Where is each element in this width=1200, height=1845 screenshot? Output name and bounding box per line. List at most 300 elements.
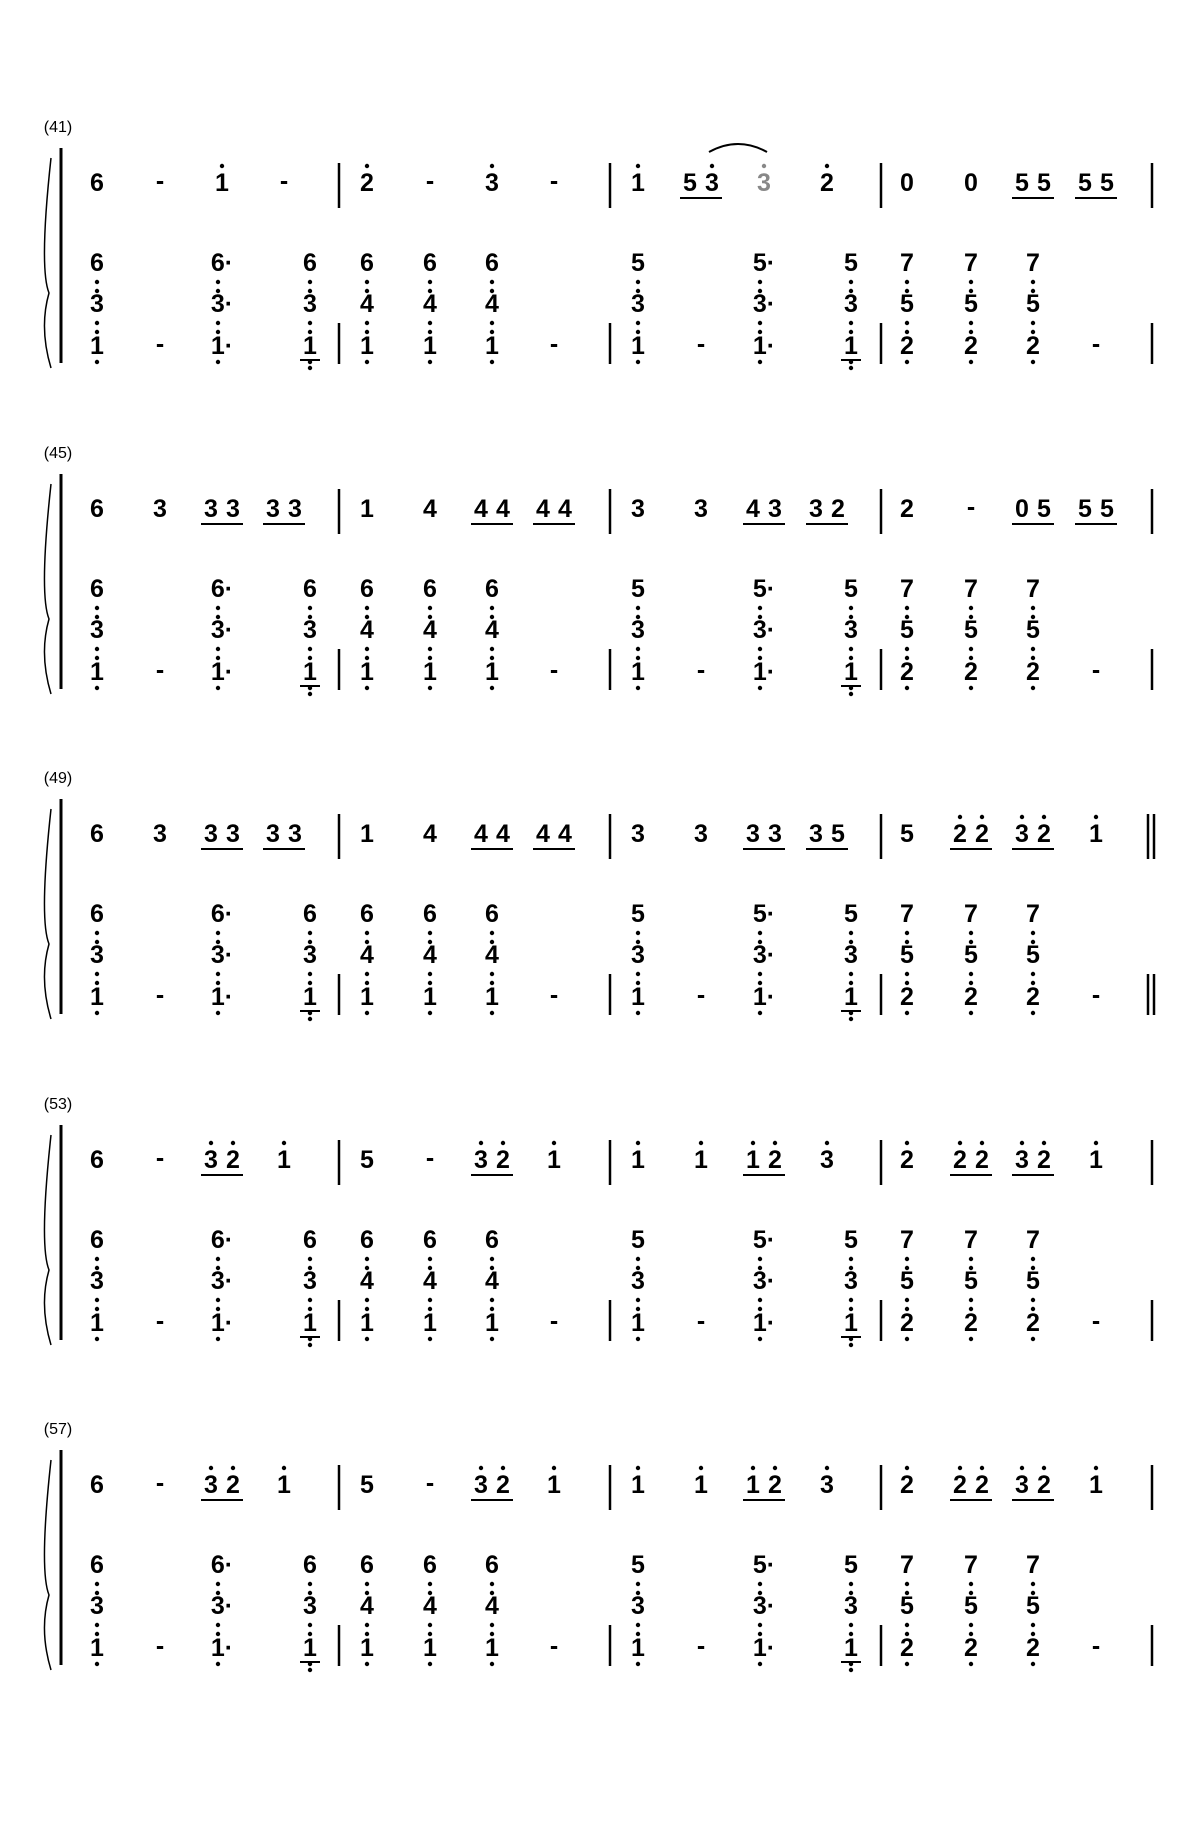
chord-stack-dot xyxy=(1031,931,1035,935)
octave-dot-low xyxy=(849,692,853,696)
octave-dot-high xyxy=(1042,1141,1046,1145)
bass-chord-note: 4 xyxy=(360,616,374,644)
bass-low-note: 1 xyxy=(303,983,317,1011)
octave-dot-low xyxy=(428,686,432,690)
chord-stack-dot xyxy=(308,1257,312,1261)
chord-stack-dot xyxy=(636,1298,640,1302)
octave-dot-high xyxy=(710,164,714,168)
chord-stack-dot xyxy=(428,606,432,610)
eighth-note: 3 xyxy=(204,495,218,523)
eighth-note: 5 xyxy=(1015,169,1029,197)
eighth-note: 3 xyxy=(768,495,782,523)
bass-chord-note: 4 xyxy=(423,616,437,644)
bass-chord-note: 5 xyxy=(631,900,645,928)
chord-stack-dot xyxy=(758,280,762,284)
octave-dot-high xyxy=(1020,1141,1024,1145)
dash-sustain: - xyxy=(155,1144,165,1172)
octave-dot-low xyxy=(969,1011,973,1015)
octave-dot-high xyxy=(490,164,494,168)
bass-chord-note: 6 xyxy=(423,900,437,928)
bass-chord-note: 6· xyxy=(210,575,234,603)
bass-chord-note: 6 xyxy=(423,249,437,277)
bass-chord-note: 5· xyxy=(752,900,776,928)
octave-dot-high xyxy=(958,1141,962,1145)
bass-low-note: 2 xyxy=(900,1634,914,1662)
octave-dot-high xyxy=(751,1141,755,1145)
octave-dot-low xyxy=(428,360,432,364)
bass-chord-note: 4 xyxy=(423,1592,437,1620)
chord-stack-dot xyxy=(95,647,99,651)
chord-stack-dot xyxy=(95,1257,99,1261)
bass-chord-note: 3 xyxy=(90,290,104,318)
bass-chord-note: 5 xyxy=(1026,1592,1040,1620)
system-brace xyxy=(44,1460,51,1670)
melody-note: 6 xyxy=(90,169,104,197)
octave-dot-low xyxy=(636,1011,640,1015)
bass-low-note: 1 xyxy=(423,332,437,360)
chord-stack-dot xyxy=(1031,1298,1035,1302)
chord-stack-dot xyxy=(636,972,640,976)
bass-chord-note: 4 xyxy=(360,1592,374,1620)
chord-stack-dot xyxy=(905,931,909,935)
bass-low-note: 1 xyxy=(485,983,499,1011)
chord-stack-dot xyxy=(758,1582,762,1586)
octave-dot-high xyxy=(501,1466,505,1470)
octave-dot-low xyxy=(428,1011,432,1015)
eighth-note: 1 xyxy=(746,1471,760,1499)
bass-chord-note: 5 xyxy=(631,1551,645,1579)
eighth-note: 2 xyxy=(953,1146,967,1174)
dash-sustain: - xyxy=(155,167,165,195)
system-brace xyxy=(44,1135,51,1345)
bass-chord-note: 3 xyxy=(631,1592,645,1620)
bass-chord-note: 5 xyxy=(631,1226,645,1254)
bass-chord-note: 6 xyxy=(423,1226,437,1254)
chord-stack-dot xyxy=(969,321,973,325)
melody-note: 1 xyxy=(631,1471,645,1499)
measure-number: (53) xyxy=(43,1096,73,1113)
chord-stack-dot xyxy=(969,647,973,651)
chord-stack-dot xyxy=(1031,280,1035,284)
measure-number: (45) xyxy=(43,445,73,462)
bass-chord-note: 5 xyxy=(631,575,645,603)
bass-chord-note: 7 xyxy=(1026,249,1040,277)
chord-stack-dot xyxy=(1031,647,1035,651)
octave-dot-high xyxy=(1042,815,1046,819)
dash-sustain: - xyxy=(1091,981,1101,1009)
bass-chord-note: 6 xyxy=(485,575,499,603)
bass-low-note: 1 xyxy=(631,658,645,686)
eighth-note: 2 xyxy=(831,495,845,523)
dash-sustain: - xyxy=(549,656,559,684)
bass-chord-note: 7 xyxy=(964,1551,978,1579)
melody-note: 5 xyxy=(360,1471,374,1499)
dash-sustain: - xyxy=(425,1144,435,1172)
bass-chord-note: 5· xyxy=(752,575,776,603)
chord-stack-dot xyxy=(308,280,312,284)
octave-dot-high xyxy=(636,164,640,168)
bass-low-note: 1 xyxy=(360,1309,374,1337)
eighth-note: 5 xyxy=(1037,169,1051,197)
bass-chord-note: 5· xyxy=(752,1226,776,1254)
chord-stack-dot xyxy=(636,647,640,651)
chord-stack-dot xyxy=(490,931,494,935)
dash-sustain: - xyxy=(1091,1307,1101,1335)
chord-stack-dot xyxy=(428,1257,432,1261)
bass-low-note: 1· xyxy=(752,1309,776,1337)
bass-chord-note: 5 xyxy=(964,616,978,644)
chord-stack-dot xyxy=(849,321,853,325)
bass-chord-note: 3· xyxy=(210,1592,234,1620)
bass-low-note: 1 xyxy=(631,1309,645,1337)
eighth-note: 3 xyxy=(266,495,280,523)
chord-stack-dot xyxy=(308,1298,312,1302)
bass-chord-note: 6 xyxy=(303,575,317,603)
octave-dot-high xyxy=(980,1141,984,1145)
chord-stack-dot xyxy=(636,321,640,325)
melody-note: 3 xyxy=(694,495,708,523)
eighth-note: 3 xyxy=(1015,1146,1029,1174)
eighth-note: 5 xyxy=(1100,495,1114,523)
bass-chord-note: 3 xyxy=(844,1267,858,1295)
chord-stack-dot xyxy=(308,972,312,976)
bass-low-note: 2 xyxy=(964,332,978,360)
bass-chord-note: 4 xyxy=(485,290,499,318)
bass-chord-note: 4 xyxy=(423,290,437,318)
bass-chord-note: 5 xyxy=(900,290,914,318)
dash-sustain: - xyxy=(549,167,559,195)
bass-chord-note: 6· xyxy=(210,249,234,277)
bass-chord-note: 3 xyxy=(90,616,104,644)
chord-stack-dot xyxy=(365,321,369,325)
octave-dot-low xyxy=(905,1662,909,1666)
bass-chord-note: 7 xyxy=(1026,575,1040,603)
bass-low-note: 2 xyxy=(964,1634,978,1662)
melody-note: 3 xyxy=(757,169,771,197)
chord-stack-dot xyxy=(95,1582,99,1586)
bass-chord-note: 3· xyxy=(752,290,776,318)
bass-chord-note: 3· xyxy=(210,1267,234,1295)
chord-stack-dot xyxy=(216,1582,220,1586)
chord-stack-dot xyxy=(308,1582,312,1586)
bass-chord-note: 7 xyxy=(964,900,978,928)
eighth-note: 4 xyxy=(558,820,572,848)
bass-chord-note: 3 xyxy=(631,290,645,318)
octave-dot-high xyxy=(209,1466,213,1470)
bass-low-note: 1 xyxy=(90,983,104,1011)
melody-note: 1 xyxy=(694,1471,708,1499)
octave-dot-low xyxy=(636,1662,640,1666)
bass-chord-note: 6 xyxy=(423,1551,437,1579)
bass-low-note: 1 xyxy=(844,332,858,360)
dash-sustain: - xyxy=(549,1307,559,1335)
eighth-note: 3 xyxy=(1015,1471,1029,1499)
eighth-note: 2 xyxy=(768,1471,782,1499)
bass-low-note: 2 xyxy=(1026,983,1040,1011)
chord-stack-dot xyxy=(308,1623,312,1627)
chord-stack-dot xyxy=(758,1623,762,1627)
octave-dot-low xyxy=(365,1011,369,1015)
bass-low-note: 2 xyxy=(1026,1634,1040,1662)
bass-chord-note: 5· xyxy=(752,249,776,277)
system-brace xyxy=(44,484,51,694)
bass-low-note: 1 xyxy=(360,1634,374,1662)
bass-chord-note: 3 xyxy=(844,941,858,969)
bass-chord-note: 6 xyxy=(485,1226,499,1254)
bass-chord-note: 6 xyxy=(485,1551,499,1579)
chord-stack-dot xyxy=(849,280,853,284)
chord-stack-dot xyxy=(905,647,909,651)
bass-chord-note: 7 xyxy=(1026,900,1040,928)
chord-stack-dot xyxy=(758,321,762,325)
chord-stack-dot xyxy=(95,972,99,976)
octave-dot-low xyxy=(95,1011,99,1015)
bass-chord-note: 3 xyxy=(90,1592,104,1620)
bass-chord-note: 6 xyxy=(360,900,374,928)
octave-dot-low xyxy=(1031,686,1035,690)
chord-stack-dot xyxy=(758,972,762,976)
melody-note: 0 xyxy=(900,169,914,197)
eighth-note: 3 xyxy=(288,820,302,848)
chord-stack-dot xyxy=(365,280,369,284)
octave-dot-low xyxy=(490,1662,494,1666)
octave-dot-high xyxy=(1094,1466,1098,1470)
melody-note: 3 xyxy=(820,1471,834,1499)
eighth-note: 2 xyxy=(1037,820,1051,848)
chord-stack-dot xyxy=(365,647,369,651)
system-brace xyxy=(44,809,51,1019)
bass-low-note: 1· xyxy=(210,332,234,360)
chord-stack-dot xyxy=(428,321,432,325)
octave-dot-low xyxy=(216,686,220,690)
bass-low-note: 2 xyxy=(964,983,978,1011)
chord-stack-dot xyxy=(95,931,99,935)
chord-stack-dot xyxy=(1031,321,1035,325)
chord-stack-dot xyxy=(490,647,494,651)
eighth-note: 5 xyxy=(831,820,845,848)
bass-low-note: 1· xyxy=(752,658,776,686)
bass-chord-note: 5 xyxy=(844,575,858,603)
chord-stack-dot xyxy=(636,280,640,284)
chord-stack-dot xyxy=(95,1623,99,1627)
chord-stack-dot xyxy=(849,1257,853,1261)
bass-chord-note: 3 xyxy=(90,1267,104,1295)
octave-dot-low xyxy=(216,1337,220,1341)
eighth-note: 3 xyxy=(288,495,302,523)
bass-chord-note: 4 xyxy=(423,941,437,969)
bass-chord-note: 3· xyxy=(752,616,776,644)
octave-dot-low xyxy=(758,1337,762,1341)
chord-stack-dot xyxy=(849,647,853,651)
octave-dot-high xyxy=(980,1466,984,1470)
dash-sustain: - xyxy=(696,330,706,358)
octave-dot-high xyxy=(980,815,984,819)
octave-dot-low xyxy=(428,1337,432,1341)
chord-stack-dot xyxy=(969,972,973,976)
melody-note: 1 xyxy=(694,1146,708,1174)
bass-chord-note: 3 xyxy=(844,290,858,318)
bass-chord-note: 6 xyxy=(303,249,317,277)
chord-stack-dot xyxy=(636,931,640,935)
bass-chord-note: 6 xyxy=(485,900,499,928)
octave-dot-high xyxy=(958,815,962,819)
dash-sustain: - xyxy=(549,1632,559,1660)
octave-dot-low xyxy=(758,360,762,364)
bass-chord-note: 5 xyxy=(844,249,858,277)
melody-note: 3 xyxy=(694,820,708,848)
chord-stack-dot xyxy=(490,606,494,610)
chord-stack-dot xyxy=(365,1582,369,1586)
chord-stack-dot xyxy=(758,606,762,610)
bass-chord-note: 6 xyxy=(90,1551,104,1579)
eighth-note: 2 xyxy=(226,1146,240,1174)
bass-chord-note: 3· xyxy=(752,941,776,969)
octave-dot-high xyxy=(552,1466,556,1470)
melody-note: 6 xyxy=(90,1471,104,1499)
eighth-note: 4 xyxy=(496,495,510,523)
octave-dot-high xyxy=(282,1466,286,1470)
eighth-note: 3 xyxy=(1015,820,1029,848)
octave-dot-low xyxy=(490,686,494,690)
chord-stack-dot xyxy=(365,606,369,610)
bass-low-note: 2 xyxy=(1026,658,1040,686)
melody-note: 1 xyxy=(215,169,229,197)
chord-stack-dot xyxy=(308,647,312,651)
octave-dot-low xyxy=(969,1337,973,1341)
bass-low-note: 2 xyxy=(1026,1309,1040,1337)
eighth-note: 3 xyxy=(204,1471,218,1499)
chord-stack-dot xyxy=(849,931,853,935)
chord-stack-dot xyxy=(95,321,99,325)
bass-low-note: 1 xyxy=(844,658,858,686)
bass-chord-note: 4 xyxy=(485,1267,499,1295)
octave-dot-low xyxy=(490,360,494,364)
bass-chord-note: 4 xyxy=(360,941,374,969)
octave-dot-high xyxy=(905,1466,909,1470)
octave-dot-low xyxy=(428,1662,432,1666)
octave-dot-high xyxy=(762,164,766,168)
bass-low-note: 1 xyxy=(485,658,499,686)
chord-stack-dot xyxy=(490,280,494,284)
eighth-note: 4 xyxy=(496,820,510,848)
octave-dot-low xyxy=(365,1337,369,1341)
bass-chord-note: 7 xyxy=(1026,1551,1040,1579)
bass-low-note: 1 xyxy=(90,1309,104,1337)
bass-low-note: 1· xyxy=(210,658,234,686)
octave-dot-low xyxy=(905,360,909,364)
melody-note: 1 xyxy=(1089,1471,1103,1499)
bass-low-note: 1· xyxy=(210,1634,234,1662)
chord-stack-dot xyxy=(95,606,99,610)
octave-dot-low xyxy=(758,1011,762,1015)
chord-stack-dot xyxy=(849,1298,853,1302)
bass-low-note: 1· xyxy=(752,332,776,360)
chord-stack-dot xyxy=(216,321,220,325)
chord-stack-dot xyxy=(490,1298,494,1302)
eighth-note: 4 xyxy=(474,820,488,848)
bass-chord-note: 7 xyxy=(900,575,914,603)
bass-chord-note: 6 xyxy=(90,249,104,277)
bass-chord-note: 6 xyxy=(303,1226,317,1254)
octave-dot-high xyxy=(365,164,369,168)
chord-stack-dot xyxy=(365,931,369,935)
eighth-note: 3 xyxy=(204,820,218,848)
bass-chord-note: 3 xyxy=(303,1267,317,1295)
bass-chord-note: 5 xyxy=(900,1592,914,1620)
bass-chord-note: 3 xyxy=(303,290,317,318)
bass-chord-note: 4 xyxy=(485,1592,499,1620)
bass-chord-note: 3 xyxy=(631,616,645,644)
chord-stack-dot xyxy=(905,972,909,976)
melody-note: 1 xyxy=(1089,1146,1103,1174)
melody-note: 6 xyxy=(90,495,104,523)
dash-sustain: - xyxy=(696,1632,706,1660)
chord-stack-dot xyxy=(636,1623,640,1627)
chord-stack-dot xyxy=(428,972,432,976)
octave-dot-low xyxy=(849,1343,853,1347)
chord-stack-dot xyxy=(308,321,312,325)
bass-low-note: 1 xyxy=(303,1309,317,1337)
melody-note: 2 xyxy=(900,495,914,523)
octave-dot-low xyxy=(849,366,853,370)
chord-stack-dot xyxy=(969,280,973,284)
melody-note: 6 xyxy=(90,820,104,848)
bass-low-note: 2 xyxy=(964,658,978,686)
melody-note: 2 xyxy=(900,1471,914,1499)
octave-dot-low xyxy=(758,686,762,690)
dash-sustain: - xyxy=(155,1307,165,1335)
chord-stack-dot xyxy=(905,1298,909,1302)
bass-low-note: 1 xyxy=(485,1634,499,1662)
eighth-note: 3 xyxy=(266,820,280,848)
octave-dot-high xyxy=(220,164,224,168)
eighth-note: 2 xyxy=(975,820,989,848)
bass-chord-note: 5 xyxy=(900,1267,914,1295)
eighth-note: 2 xyxy=(1037,1471,1051,1499)
octave-dot-high xyxy=(699,1141,703,1145)
melody-note: 1 xyxy=(360,495,374,523)
eighth-note: 3 xyxy=(809,495,823,523)
octave-dot-low xyxy=(758,1662,762,1666)
bass-chord-note: 4 xyxy=(423,1267,437,1295)
octave-dot-low xyxy=(636,1337,640,1341)
chord-stack-dot xyxy=(216,931,220,935)
bass-low-note: 2 xyxy=(964,1309,978,1337)
octave-dot-low xyxy=(905,686,909,690)
bass-low-note: 1· xyxy=(210,983,234,1011)
chord-stack-dot xyxy=(636,1582,640,1586)
bass-chord-note: 5 xyxy=(1026,941,1040,969)
eighth-note: 4 xyxy=(536,820,550,848)
eighth-note: 3 xyxy=(226,495,240,523)
bass-chord-note: 5 xyxy=(844,1226,858,1254)
octave-dot-high xyxy=(636,1141,640,1145)
bass-chord-note: 4 xyxy=(485,941,499,969)
dash-sustain: - xyxy=(155,656,165,684)
octave-dot-low xyxy=(308,1017,312,1021)
eighth-note: 3 xyxy=(746,820,760,848)
eighth-note: 5 xyxy=(683,169,697,197)
bass-low-note: 2 xyxy=(900,983,914,1011)
chord-stack-dot xyxy=(758,1257,762,1261)
measure-number: (49) xyxy=(43,770,73,787)
octave-dot-low xyxy=(969,360,973,364)
dash-sustain: - xyxy=(696,1307,706,1335)
bass-chord-note: 7 xyxy=(964,249,978,277)
chord-stack-dot xyxy=(490,1582,494,1586)
chord-stack-dot xyxy=(428,1623,432,1627)
bass-low-note: 1 xyxy=(303,658,317,686)
